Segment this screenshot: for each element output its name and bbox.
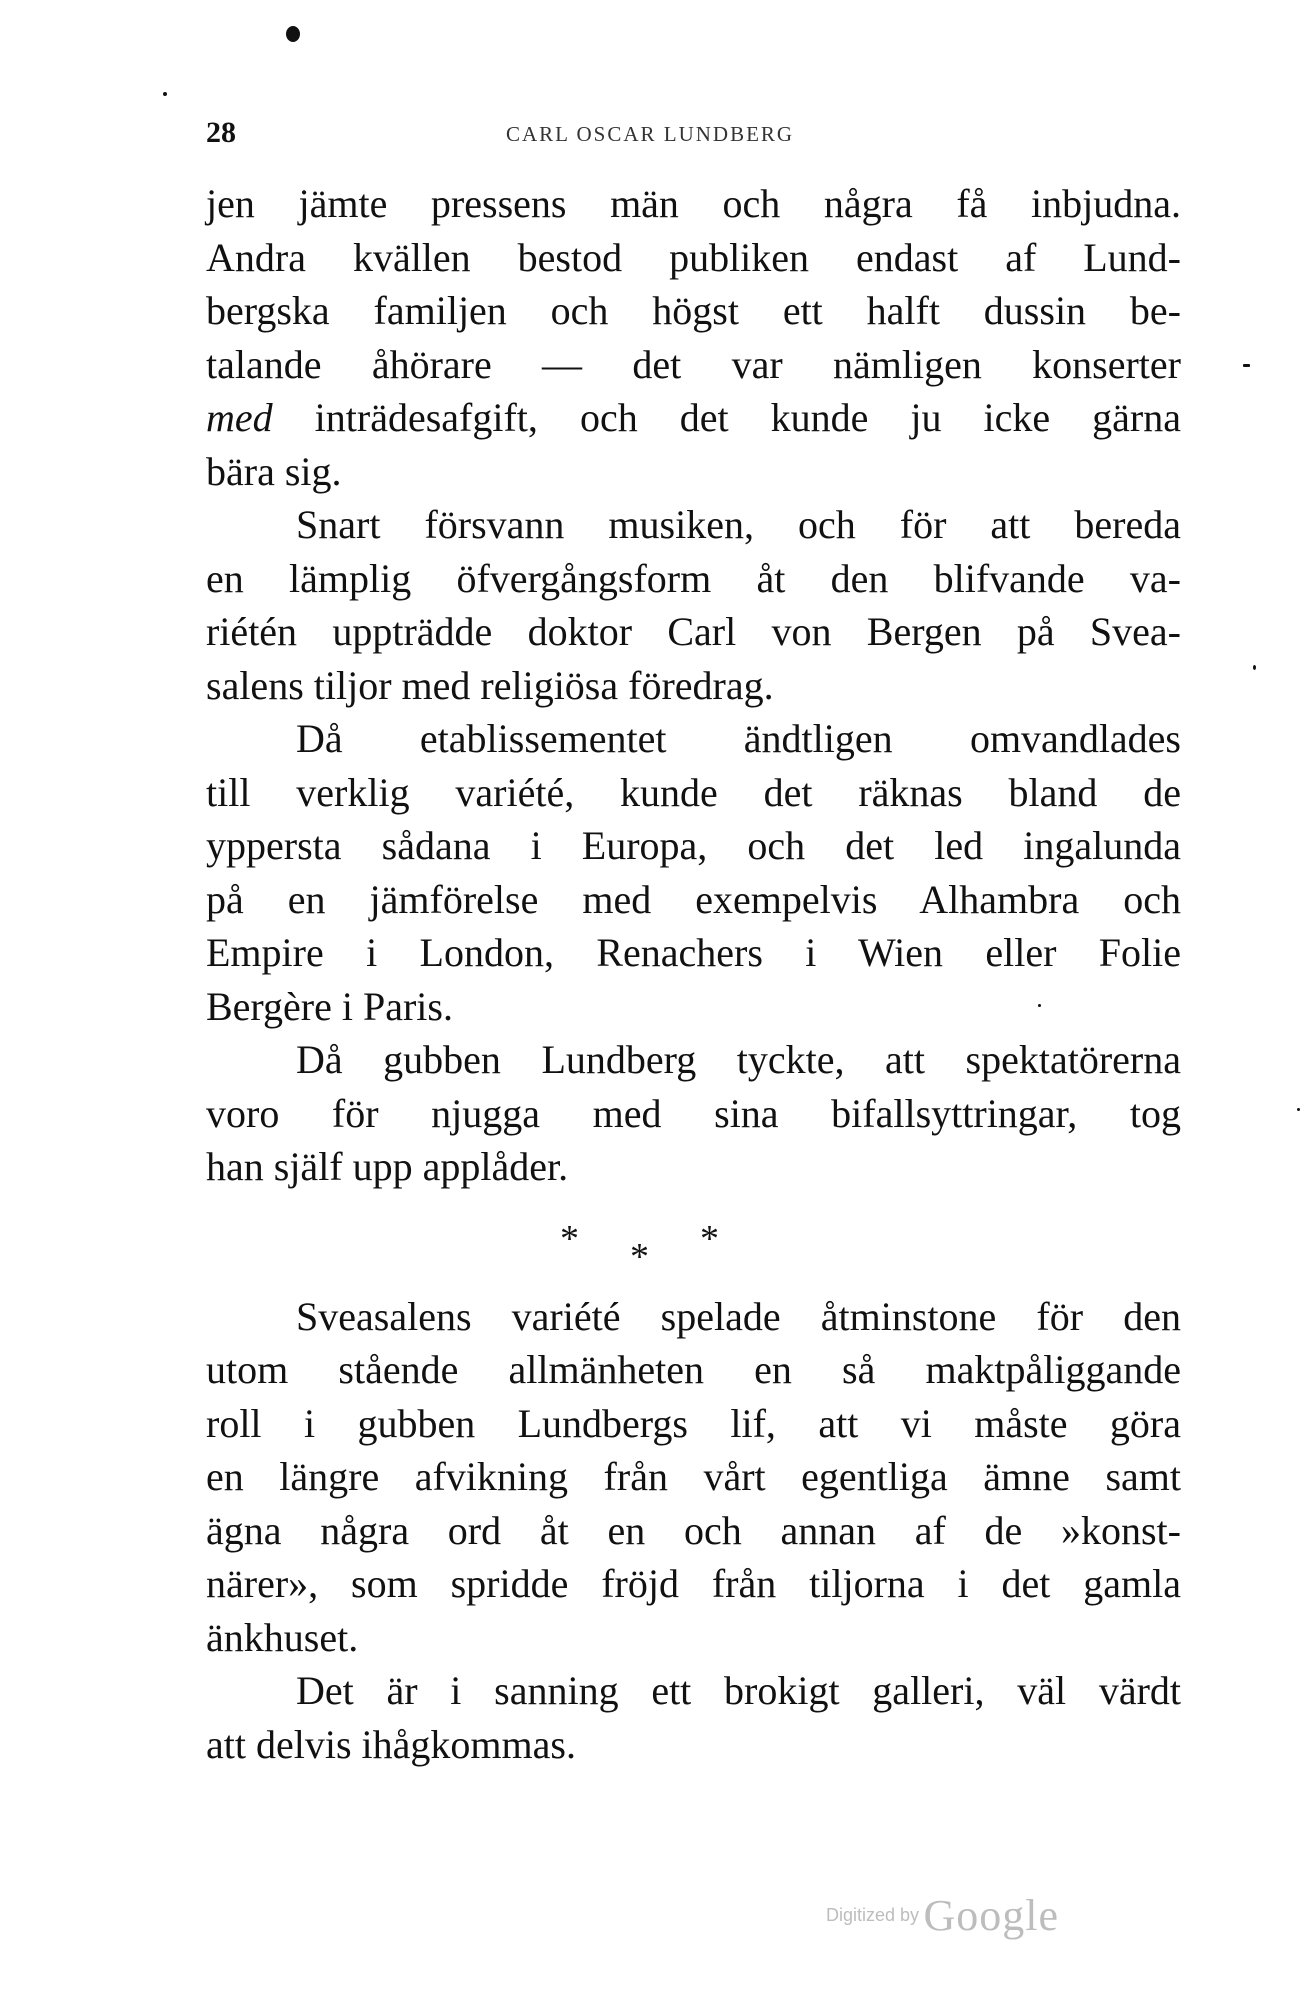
ink-speck	[1243, 364, 1250, 367]
asterisk: *	[630, 1235, 649, 1278]
text-line: på en jämförelse med exempelvis Alhambra och	[206, 876, 1181, 922]
text-line: änkhuset.	[206, 1614, 359, 1660]
text-line	[206, 391, 1181, 445]
paragraph	[206, 177, 1181, 498]
text-line: en lämplig öfvergångsform åt den blifvande va-	[206, 555, 1181, 601]
text-line: jen jämte pressens män och några få inbjudna.	[206, 181, 1181, 226]
watermark-prefix: Digitized by	[826, 1905, 920, 1925]
ink-speck	[163, 92, 167, 96]
italic-word: med	[206, 395, 273, 440]
text-line: Andra kvällen bestod publiken endast af Lund-	[206, 234, 1181, 280]
text-line: roll i gubben Lundbergs lif, att vi måste göra	[206, 1400, 1181, 1446]
running-head: CARL OSCAR LUNDBERG	[506, 122, 795, 146]
ink-speck	[286, 26, 300, 42]
page-header	[206, 116, 1186, 156]
text-line: salens tiljor med religiösa föredrag.	[206, 662, 774, 708]
text-line: ägna några ord åt en och annan af de »konst-	[206, 1507, 1181, 1553]
text-line: utom stående allmänheten en så maktpåliggande	[206, 1347, 1181, 1392]
text-line: en längre afvikning från vårt egentliga ämne samt	[206, 1454, 1181, 1499]
digitized-watermark	[826, 1890, 1059, 1940]
text-line: talande åhörare — det var nämligen konserter	[206, 341, 1181, 387]
text-line: bergska familjen och högst ett halft dussin be-	[206, 288, 1181, 333]
text-line: närer», som spridde fröjd från tiljorna i det gamla	[206, 1561, 1181, 1606]
text-line: Snart försvann musiken, och för att bereda	[296, 502, 1181, 547]
text-line: bära sig.	[206, 448, 342, 494]
text-line: Empire i London, Renachers i Wien eller Folie	[206, 930, 1181, 975]
text-line: Då gubben Lundberg tyckte, att spektatörerna	[296, 1037, 1181, 1082]
text-line: Sveasalens variété spelade åtminstone för den	[296, 1293, 1181, 1339]
page-number: 28	[206, 116, 236, 149]
paragraph	[206, 712, 1181, 1033]
paragraph	[206, 498, 1181, 712]
text-line: till verklig variété, kunde det räknas bland de	[206, 769, 1181, 815]
text-line: Det är i sanning ett brokigt galleri, väl värdt	[296, 1668, 1181, 1713]
text-line: han själf upp applåder.	[206, 1144, 569, 1189]
body-text	[206, 177, 1181, 1771]
text-line: Bergère i Paris.	[206, 983, 453, 1029]
asterisk: *	[560, 1217, 579, 1260]
paragraph	[206, 1033, 1181, 1194]
asterisk: *	[700, 1217, 719, 1260]
text-line: voro för njugga med sina bifallsyttringar, tog	[206, 1090, 1181, 1136]
watermark-brand: Google	[923, 1891, 1060, 1940]
text-line: riétén uppträdde doktor Carl von Bergen på Svea-	[206, 609, 1181, 654]
text-line: att delvis ihågkommas.	[206, 1721, 576, 1767]
text-line: Då etablissementet ändtligen omvandlades	[296, 716, 1181, 761]
paragraph	[206, 1664, 1181, 1771]
paragraph	[206, 1290, 1181, 1665]
section-separator	[206, 1194, 1181, 1290]
text-fragment: inträdesafgift, och det kunde ju icke gärna	[314, 395, 1181, 440]
ink-speck	[1253, 665, 1256, 670]
text-line: yppersta sådana i Europa, och det led ingalunda	[206, 823, 1181, 868]
